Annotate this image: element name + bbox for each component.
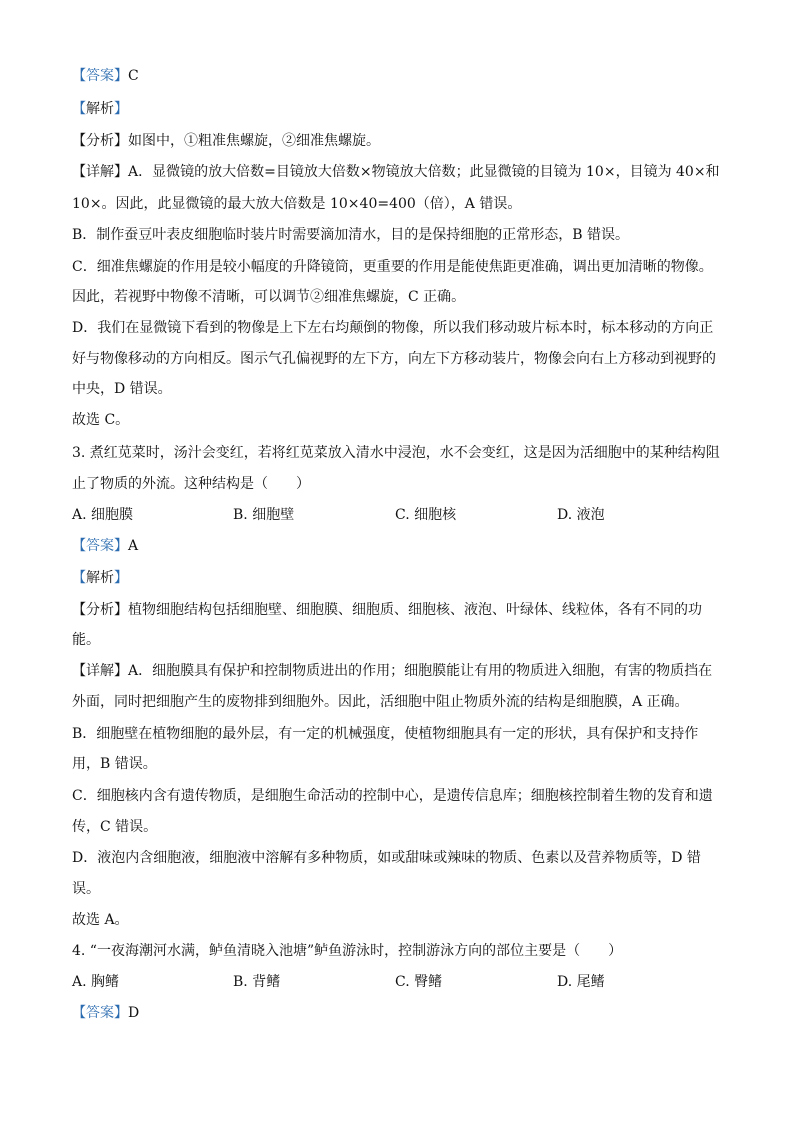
fenxi-text: 如图中，①粗准焦螺旋，②细准焦螺旋。 <box>128 133 380 149</box>
option-d: D. 尾鳍 <box>557 974 605 990</box>
text-line: 故选 C。 <box>72 412 130 428</box>
analysis-label: 解析 <box>86 570 114 586</box>
text-line: B．制作蚕豆叶表皮细胞临时装片时需要滴加清水，目的是保持细胞的正常形态，B 错误。 <box>72 227 630 243</box>
analysis-bracket-close: 】 <box>114 570 128 586</box>
analysis-label: 解析 <box>86 101 114 117</box>
answer-label: 【答案】 <box>72 1005 128 1021</box>
option-c: C. 臀鳍 <box>395 974 443 990</box>
text-line: 好与物像移动的方向相反。图示气孔偏视野的左下方，向左下方移动装片，物像会向右上方移动到视野的 <box>72 351 716 367</box>
text-line: 传，C 错误。 <box>72 819 158 835</box>
xiangjie-line <box>72 162 732 182</box>
text-line: 中央，D 错误。 <box>72 381 172 397</box>
option-a: A. 细胞膜 <box>72 507 134 523</box>
answer-line <box>72 66 732 86</box>
text-line: 外面，同时把细胞产生的废物排到细胞外。因此，活细胞中阻止物质外流的结构是细胞膜，A 正确。 <box>72 694 689 710</box>
option-d: D. 液泡 <box>557 507 605 523</box>
text-line: B．细胞壁在植物细胞的最外层，有一定的机械强度，使植物细胞具有一定的形状，具有保护和支持作 <box>72 726 699 742</box>
option-a: A. 胸鳍 <box>72 974 120 990</box>
text-line: 故选 A。 <box>72 912 129 928</box>
answer-value: D <box>128 1005 140 1021</box>
analysis-bracket-open: 【 <box>72 570 86 586</box>
answer-line <box>72 536 732 556</box>
text-line: D．我们在显微镜下看到的物像是上下左右均颠倒的物像，所以我们移动玻片标本时，标本移动的方向正 <box>72 320 714 336</box>
answer-label: 【答案】 <box>72 538 128 554</box>
answer-value: A <box>128 538 139 554</box>
xiangjie-label: 【详解】 <box>72 663 128 679</box>
analysis-heading <box>72 99 732 119</box>
option-b: B. 细胞壁 <box>233 507 295 523</box>
fenxi-text: 植物细胞结构包括细胞壁、细胞膜、细胞质、细胞核、液泡、叶绿体、线粒体，各有不同的功 <box>128 602 702 618</box>
text-line: A．显微镜的放大倍数=目镜放大倍数×物镜放大倍数；此显微镜的目镜为 10×，目镜为 40×和 <box>128 164 720 180</box>
fenxi-label: 【分析】 <box>72 133 128 149</box>
text-line: 10×。因此，此显微镜的最大放大倍数是 10×40=400（倍），A 错误。 <box>72 196 522 212</box>
text-line: 因此，若视野中物像不清晰，可以调节②细准焦螺旋，C 正确。 <box>72 289 466 305</box>
text-line: C．细胞核内含有遗传物质，是细胞生命活动的控制中心，是遗传信息库；细胞核控制着生物的发育和遗 <box>72 788 713 804</box>
text-line: D．液泡内含细胞液，细胞液中溶解有多种物质，如或甜味或辣味的物质、色素以及营养物质等，D 错 <box>72 850 701 866</box>
analysis-heading <box>72 568 732 588</box>
fenxi-label: 【分析】 <box>72 602 128 618</box>
analysis-bracket-open: 【 <box>72 101 86 117</box>
xiangjie-line <box>72 661 732 681</box>
option-b: B. 背鳍 <box>233 974 281 990</box>
fenxi-line <box>72 131 732 151</box>
question-stem: 止了物质的外流。这种结构是（ ） <box>72 476 310 492</box>
fenxi-line <box>72 600 732 620</box>
answer-line <box>72 1003 732 1023</box>
answer-label: 【答案】 <box>72 68 128 84</box>
text-line: 能。 <box>72 632 100 648</box>
answer-value: C <box>128 68 139 84</box>
text-line: C．细准焦螺旋的作用是较小幅度的升降镜筒，更重要的作用是能使焦距更准确，调出更加清晰的物像。 <box>72 259 713 275</box>
option-c: C. 细胞核 <box>395 507 457 523</box>
question-stem: 4. “一夜海潮河水满，鲈鱼清晓入池塘”鲈鱼游泳时，控制游泳方向的部位主要是（ ） <box>72 943 623 959</box>
text-line: 误。 <box>72 881 100 897</box>
text-line: A．细胞膜具有保护和控制物质进出的作用；细胞膜能让有用的物质进入细胞，有害的物质挡在 <box>128 663 713 679</box>
text-line: 用，B 错误。 <box>72 756 157 772</box>
analysis-bracket-close: 】 <box>114 101 128 117</box>
xiangjie-label: 【详解】 <box>72 164 128 180</box>
question-stem: 3. 煮红苋菜时，汤汁会变红，若将红苋菜放入清水中浸泡，水不会变红，这是因为活细胞中的某种结构阻 <box>72 445 720 461</box>
